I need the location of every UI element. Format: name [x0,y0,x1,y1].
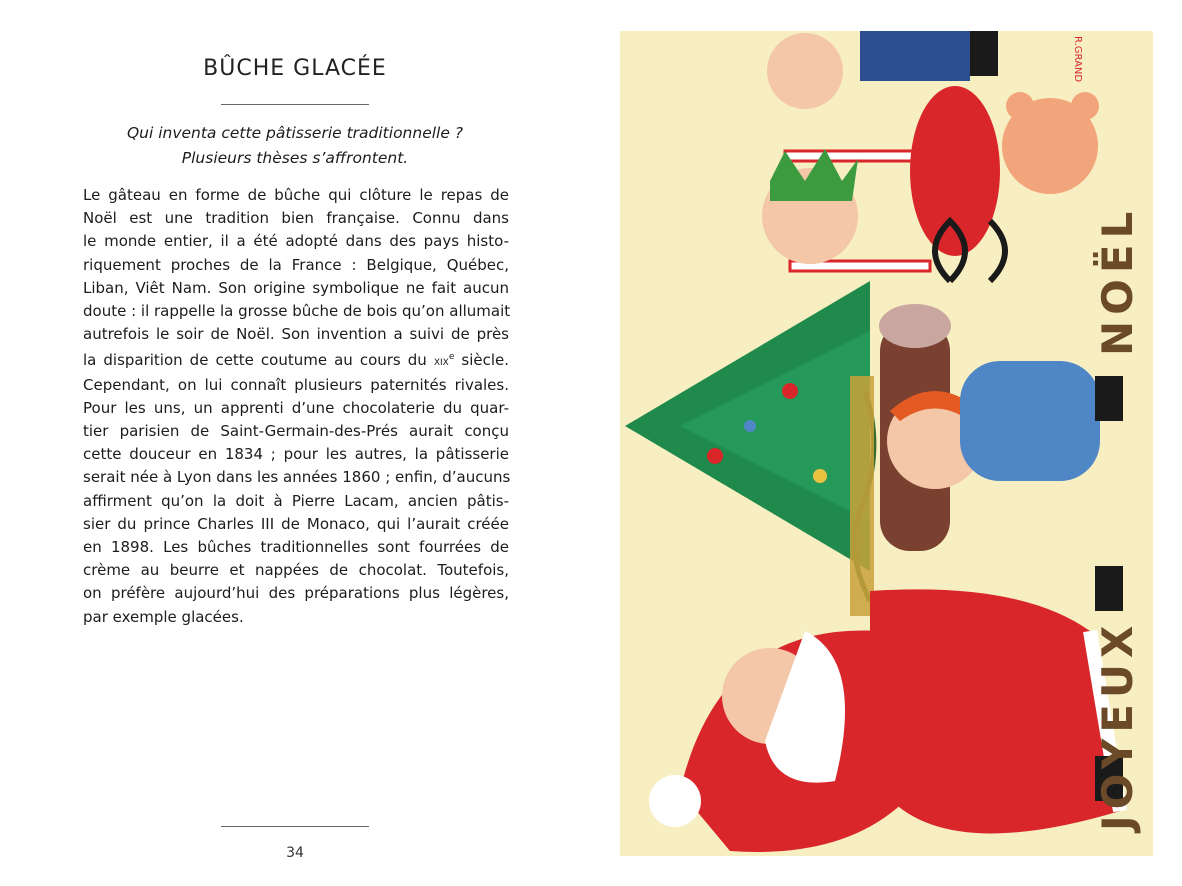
greeting-word-noel: NOËL [1093,205,1142,356]
body-line: Cependant, on lui connaît plusieurs paternités rivales. [83,375,509,394]
child-body-icon [860,31,970,81]
body-line-part: la disparition de cette coutume au cours du [83,351,434,370]
body-line: cette douceur en 1834 ; pour les autres, la pâtisserie [83,445,509,464]
teddy-ear-icon [1006,92,1034,120]
body-line: tier parisien de Saint-Germain-des-Prés aurait conçu [83,422,509,441]
body-line: autrefois le soir de Noël. Son invention a suivi de près [83,325,509,344]
illustration-svg [620,31,1153,856]
body-line: Liban, Viêt Nam. Son origine symbolique ne fait aucun [83,278,509,297]
page-number: 34 [286,845,304,861]
body-line: Le gâteau en forme de bûche qui clôture le repas de [83,186,509,204]
century-numeral: xix [433,354,449,370]
ornament-icon [813,469,827,483]
page-title: BÛCHE GLACÉE [203,56,387,81]
ornament-icon [744,420,756,432]
body-line: par exemple glacées. [83,607,244,626]
body-line: en 1898. Les bûches traditionnelles sont fourrées de [83,538,509,557]
body-line: serait née à Lyon dans les années 1860 ; enfin, d’aucuns [83,468,511,487]
child-head-icon [767,33,843,109]
body-line-part: siècle. [454,351,509,370]
left-page [0,0,590,886]
body-line: le monde entier, il a été adopté dans des pays histo- [83,232,509,251]
subtitle-line: Plusieurs thèses s’affrontent. [181,149,409,167]
subtitle-line: Qui inventa cette pâtisserie traditionnelle ? [126,124,464,142]
body-line: on préfère aujourd’hui des préparations plus légères, [83,584,509,603]
body-line: Noël est une tradition bien française. Connu dans [83,209,509,228]
century-superscript: e [448,352,455,363]
body-line: affirment qu’on la doit à Pierre Lacam, ancien pâtis- [83,491,509,510]
greeting-word-joyeux: JOYEUX [1093,619,1142,831]
body-line: Pour les uns, un apprenti d’une chocolaterie du quar- [83,398,509,417]
title-divider [221,104,369,105]
artist-signature: R.GRAND [1072,36,1083,83]
body-line: crème au beurre et nappées de chocolat. Toutefois, [83,561,509,580]
yule-log-end-icon [879,304,951,348]
boot-icon [1095,566,1123,611]
christmas-card-illustration [620,31,1153,856]
body-line-century [83,346,509,373]
ornament-icon [782,383,798,399]
body-line: riquement proches de la France : Belgique, Québec, [83,255,509,274]
footer-divider [221,826,369,827]
subtitle [60,121,530,171]
gold-platter-icon [850,376,874,616]
child-body-icon [960,361,1100,481]
boot-icon [1095,376,1123,421]
chair-icon [970,31,998,76]
santa-hat-pompom-icon [649,775,701,827]
body-paragraph [83,184,509,629]
body-line: doute : il rappelle la grosse bûche de bois qu’on allumait [83,302,511,321]
body-line: sier du prince Charles III de Monaco, qui l’aurait créée [83,514,509,533]
ornament-icon [707,448,723,464]
teddy-ear-icon [1071,92,1099,120]
